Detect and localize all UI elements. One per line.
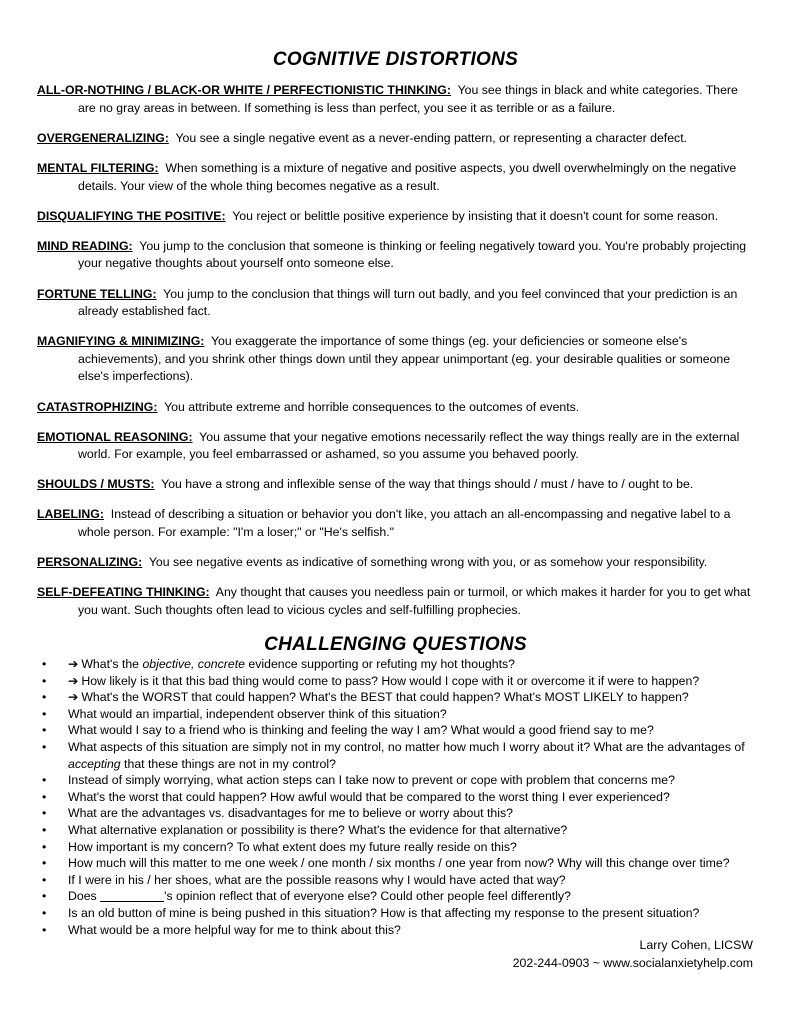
plain-text: Does bbox=[68, 889, 101, 904]
plain-text: What's the bbox=[81, 657, 143, 671]
footer-contact: 202-244-0903 ~ www.socialanxietyhelp.com bbox=[512, 955, 753, 970]
bullet-icon: • bbox=[42, 856, 47, 871]
plain-text: What would I say to a friend who is thinking and feeling the way I am? What would a good friend say to me? bbox=[68, 723, 654, 738]
question-item bbox=[37, 706, 755, 723]
distortion-description: You reject or belittle positive experience by insisting that it doesn't count for some reason. bbox=[225, 208, 719, 223]
distortion-description: You have a strong and inflexible sense of the way that things should / must / have to / ought to be. bbox=[154, 477, 694, 492]
plain-text: Instead of simply worrying, what action steps can I take now to prevent or cope with problem that concerns me? bbox=[68, 773, 675, 788]
bullet-icon: • bbox=[42, 889, 47, 904]
question-text bbox=[68, 923, 401, 937]
plain-text: evidence supporting or refuting my hot thoughts? bbox=[244, 657, 515, 671]
question-text bbox=[81, 674, 699, 688]
distortion-term: DISQUALIFYING THE POSITIVE: bbox=[37, 208, 226, 223]
distortion-entry bbox=[37, 130, 755, 148]
distortion-term: MIND READING: bbox=[37, 238, 133, 253]
question-item bbox=[37, 689, 755, 706]
bullet-icon: • bbox=[42, 690, 47, 705]
bullet-icon: • bbox=[42, 673, 47, 688]
distortion-term: MENTAL FILTERING: bbox=[37, 161, 159, 176]
distortion-entry bbox=[37, 286, 755, 321]
right-arrow-icon: ➔ bbox=[68, 657, 79, 671]
question-text bbox=[68, 840, 517, 854]
plain-text: that these things are not in my control? bbox=[120, 756, 336, 771]
question-item bbox=[37, 673, 755, 690]
distortion-term: SHOULDS / MUSTS: bbox=[37, 477, 155, 492]
bullet-icon: • bbox=[42, 773, 47, 788]
question-text bbox=[68, 856, 730, 870]
fill-in-blank[interactable] bbox=[100, 901, 164, 902]
question-text bbox=[68, 790, 670, 804]
cognitive-distortions-list bbox=[37, 70, 755, 632]
right-arrow-icon: ➔ bbox=[68, 673, 79, 688]
plain-text: What would be a more helpful way for me to think about this? bbox=[68, 922, 401, 937]
distortion-description: Instead of describing a situation or behavior you don't like, you attach an all-encompassing and negative label to a whole person. For example: "I'm a loser;" or "He's selfish." bbox=[78, 507, 731, 539]
question-item bbox=[37, 656, 755, 673]
footer bbox=[513, 937, 753, 972]
distortion-description: You assume that your negative emotions necessarily reflect the way things really are in the external world. For example, you feel embarrassed or ashamed, so you assume you behaved poorly. bbox=[78, 429, 740, 462]
question-text bbox=[68, 740, 745, 771]
plain-text: What's the worst that could happen? How awful would that be compared to the worst thing I ever experienced? bbox=[68, 789, 670, 804]
question-text bbox=[81, 657, 515, 671]
plain-text: What aspects of this situation are simply not in my control, no matter how much I worry about it? What are the advantages of bbox=[68, 739, 745, 754]
question-item bbox=[37, 805, 755, 822]
distortion-description: You see negative events as indicative of something wrong with you, or as somehow your responsibility. bbox=[142, 555, 708, 570]
distortion-entry bbox=[37, 554, 755, 572]
distortion-term: CATASTROPHIZING: bbox=[37, 399, 158, 414]
distortion-term: EMOTIONAL REASONING: bbox=[37, 429, 193, 444]
distortion-description: You jump to the conclusion that things will turn out badly, and you feel convinced that your prediction is an already established fact. bbox=[78, 286, 738, 319]
distortion-entry bbox=[37, 238, 755, 273]
distortion-description: You jump to the conclusion that someone is thinking or feeling negatively toward you. You're probably projecting your negative thoughts about yourself onto someone else. bbox=[78, 238, 747, 271]
question-text bbox=[68, 707, 447, 721]
emphasized-text: accepting bbox=[68, 756, 121, 771]
plain-text: What's the WORST that could happen? What's the BEST that could happen? What's MOST LIKELY to happen? bbox=[81, 690, 689, 705]
right-arrow-icon: ➔ bbox=[68, 690, 79, 705]
distortion-description: You attribute extreme and horrible consequences to the outcomes of events. bbox=[157, 399, 580, 414]
bullet-icon: • bbox=[42, 872, 47, 887]
distortion-term: ALL-OR-NOTHING / BLACK-OR WHITE / PERFECTIONISTIC THINKING: bbox=[37, 83, 451, 98]
question-text bbox=[68, 773, 675, 787]
question-text bbox=[68, 906, 699, 920]
distortion-description: You see a single negative event as a never-ending pattern, or representing a character defect. bbox=[168, 130, 688, 145]
question-item bbox=[37, 922, 755, 939]
distortion-description: When something is a mixture of negative and positive aspects, you dwell overwhelmingly on the negative details. Your view of the whole thing becomes negative as a result. bbox=[78, 161, 737, 193]
distortion-term: FORTUNE TELLING: bbox=[37, 286, 157, 301]
question-item bbox=[37, 789, 755, 806]
page-title-challenging-questions: CHALLENGING QUESTIONS bbox=[264, 633, 527, 655]
bullet-icon: • bbox=[42, 739, 47, 754]
distortion-term: LABELING: bbox=[37, 507, 104, 522]
distortion-entry bbox=[37, 584, 755, 619]
bullet-icon: • bbox=[42, 922, 47, 937]
bullet-icon: • bbox=[42, 789, 47, 804]
bullet-icon: • bbox=[42, 839, 47, 854]
distortion-term: PERSONALIZING: bbox=[37, 555, 143, 570]
distortion-entry bbox=[37, 429, 755, 464]
bullet-icon: • bbox=[42, 822, 47, 837]
bullet-icon: • bbox=[42, 657, 47, 671]
question-text bbox=[68, 723, 654, 737]
distortion-entry bbox=[37, 208, 755, 226]
distortion-term: OVERGENERALIZING: bbox=[37, 130, 169, 145]
question-item bbox=[37, 905, 755, 922]
bullet-icon: • bbox=[42, 905, 47, 920]
question-item bbox=[37, 772, 755, 789]
distortion-entry bbox=[37, 506, 755, 541]
bullet-icon: • bbox=[42, 723, 47, 738]
distortion-description: You see things in black and white categories. There are no gray areas in between. If something is less than perfect, you see it as terrible or as a failure. bbox=[78, 83, 738, 115]
distortion-entry bbox=[37, 82, 755, 117]
bullet-icon: • bbox=[42, 706, 47, 721]
question-item bbox=[37, 839, 755, 856]
question-text bbox=[68, 889, 571, 903]
question-item bbox=[37, 722, 755, 739]
question-item bbox=[37, 739, 755, 772]
challenging-questions-list bbox=[37, 656, 755, 938]
plain-text: How likely is it that this bad thing would come to pass? How would I cope with it or overcome it if were to happen? bbox=[81, 673, 700, 688]
question-item bbox=[37, 855, 755, 872]
plain-text: Is an old button of mine is being pushed in this situation? How is that affecting my response to the present situation? bbox=[68, 905, 700, 920]
question-text bbox=[68, 873, 566, 887]
question-item bbox=[37, 872, 755, 889]
distortion-description: You exaggerate the importance of some things (eg. your deficiencies or someone else's achievements), and you shrink other things down until they appear unimportant (eg. your desirable qualities or someone else's imperfections). bbox=[78, 334, 731, 384]
distortion-entry bbox=[37, 476, 755, 494]
distortion-description: Any thought that causes you needless pain or turmoil, or which makes it harder for you to get what you want. Such thoughts often lead to vicious cycles and self-fulfilling prophecies. bbox=[78, 585, 751, 617]
distortion-term: SELF-DEFEATING THINKING: bbox=[37, 585, 210, 600]
question-text bbox=[81, 690, 688, 704]
page-title-cognitive-distortions: COGNITIVE DISTORTIONS bbox=[272, 48, 519, 70]
footer-author: Larry Cohen, LICSW bbox=[639, 938, 753, 952]
distortion-entry bbox=[37, 399, 755, 417]
question-text bbox=[68, 823, 567, 837]
plain-text: What alternative explanation or possibility is there? What's the evidence for that alternative? bbox=[68, 822, 568, 837]
question-text bbox=[68, 806, 513, 820]
plain-text: How important is my concern? To what extent does my future really reside on this? bbox=[68, 839, 517, 854]
plain-text: 's opinion reflect that of everyone else? Could other people feel differently? bbox=[164, 889, 571, 904]
question-item bbox=[37, 888, 755, 905]
distortion-term: MAGNIFYING & MINIMIZING: bbox=[37, 334, 205, 349]
distortion-entry bbox=[37, 160, 755, 195]
emphasized-text: objective, concrete bbox=[142, 657, 245, 671]
plain-text: If I were in his / her shoes, what are the possible reasons why I would have acted that way? bbox=[68, 872, 566, 887]
plain-text: How much will this matter to me one week / one month / six months / one year from now? Why will this change over time? bbox=[68, 856, 730, 871]
bullet-icon: • bbox=[42, 806, 47, 821]
question-item bbox=[37, 822, 755, 839]
plain-text: What are the advantages vs. disadvantages for me to believe or worry about this? bbox=[68, 806, 513, 821]
plain-text: What would an impartial, independent observer think of this situation? bbox=[68, 706, 447, 721]
distortion-entry bbox=[37, 333, 755, 386]
